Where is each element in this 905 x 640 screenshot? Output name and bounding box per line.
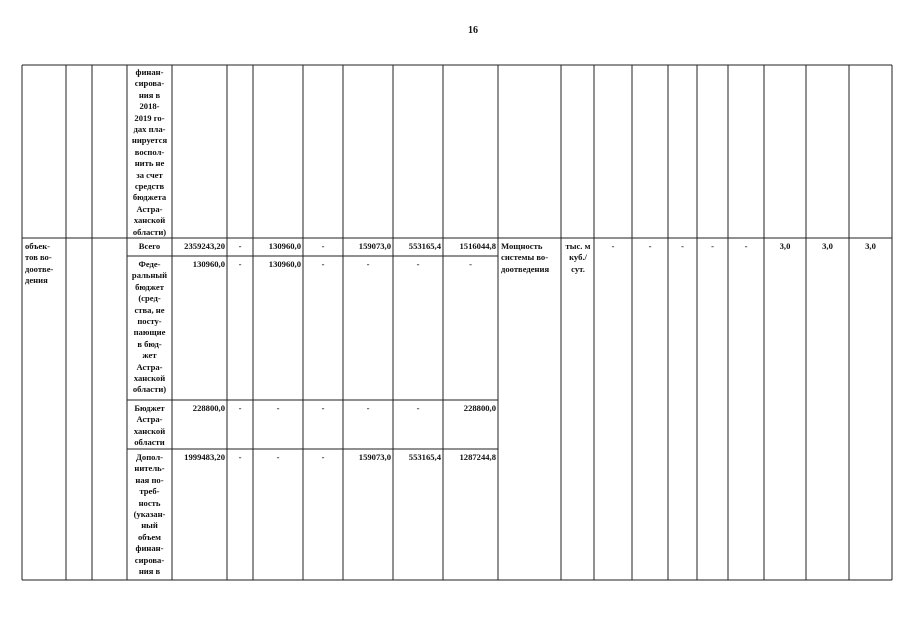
funding-cell: 130960,0 bbox=[268, 241, 301, 251]
funding-total: 2359243,20 bbox=[184, 241, 225, 251]
funding-total: 130960,0 bbox=[192, 259, 225, 269]
funding-cell: - bbox=[238, 241, 242, 251]
funding-cell: - bbox=[238, 259, 242, 269]
indicator-value: 3,0 bbox=[865, 241, 876, 251]
funding-cell: - bbox=[321, 241, 325, 251]
funding-cell: - bbox=[276, 452, 280, 462]
funding-source: Допол- нитель- ная по- треб- ность (указан- ный объем финан- сирова- ния в bbox=[133, 452, 166, 577]
funding-cell: - bbox=[321, 452, 325, 462]
page-number: 16 bbox=[468, 25, 478, 36]
funding-cell: - bbox=[366, 403, 370, 413]
indicator-value: 3,0 bbox=[779, 241, 791, 251]
indicator-value: - bbox=[681, 241, 684, 251]
funding-cell: 553165,4 bbox=[408, 452, 441, 462]
indicator-value: - bbox=[744, 241, 748, 251]
funding-source: Феде- ральный бюджет (сред- ства, не посту- пающие в бюд- жет Астра- ханской области) bbox=[131, 259, 168, 395]
funding-cell: - bbox=[416, 403, 420, 413]
funding-cell: - bbox=[469, 259, 472, 269]
indicator-name: Мощность системы во- доотведения bbox=[501, 241, 550, 274]
funding-cell: - bbox=[238, 403, 242, 413]
funding-source: Всего bbox=[138, 241, 161, 251]
funding-cell: - bbox=[238, 452, 242, 462]
funding-total: 1999483,20 bbox=[184, 452, 225, 462]
funding-cell: 130960,0 bbox=[268, 259, 301, 269]
indicator-value: - bbox=[648, 241, 652, 251]
funding-cell: - bbox=[321, 259, 325, 269]
indicator-value: - bbox=[611, 241, 615, 251]
funding-source: Бюджет Астра- ханской области bbox=[133, 403, 166, 448]
funding-cell: 1287244,8 bbox=[459, 452, 496, 462]
financing-note-continued: финан- сирова- ния в 2018- 2019 го- дах пла- нируется воспол- нить не за счет средств бюджета Астра- ханской области) bbox=[131, 67, 168, 237]
funding-cell: 1516044,8 bbox=[459, 241, 496, 251]
funding-cell: 228800,0 bbox=[463, 403, 496, 413]
indicator-unit: тыс. м куб./ сут. bbox=[565, 241, 591, 274]
indicator-value: - bbox=[711, 241, 714, 251]
funding-cell: - bbox=[321, 403, 325, 413]
funding-total: 228800,0 bbox=[192, 403, 225, 413]
funding-cell: 553165,4 bbox=[408, 241, 441, 251]
funding-cell: - bbox=[416, 259, 420, 269]
funding-cell: - bbox=[366, 259, 370, 269]
funding-cell: 159073,0 bbox=[358, 241, 391, 251]
funding-cell: 159073,0 bbox=[358, 452, 391, 462]
funding-cell: - bbox=[276, 403, 280, 413]
object-name: объек- тов во- доотве- дения bbox=[25, 241, 54, 286]
indicator-value: 3,0 bbox=[822, 241, 833, 251]
